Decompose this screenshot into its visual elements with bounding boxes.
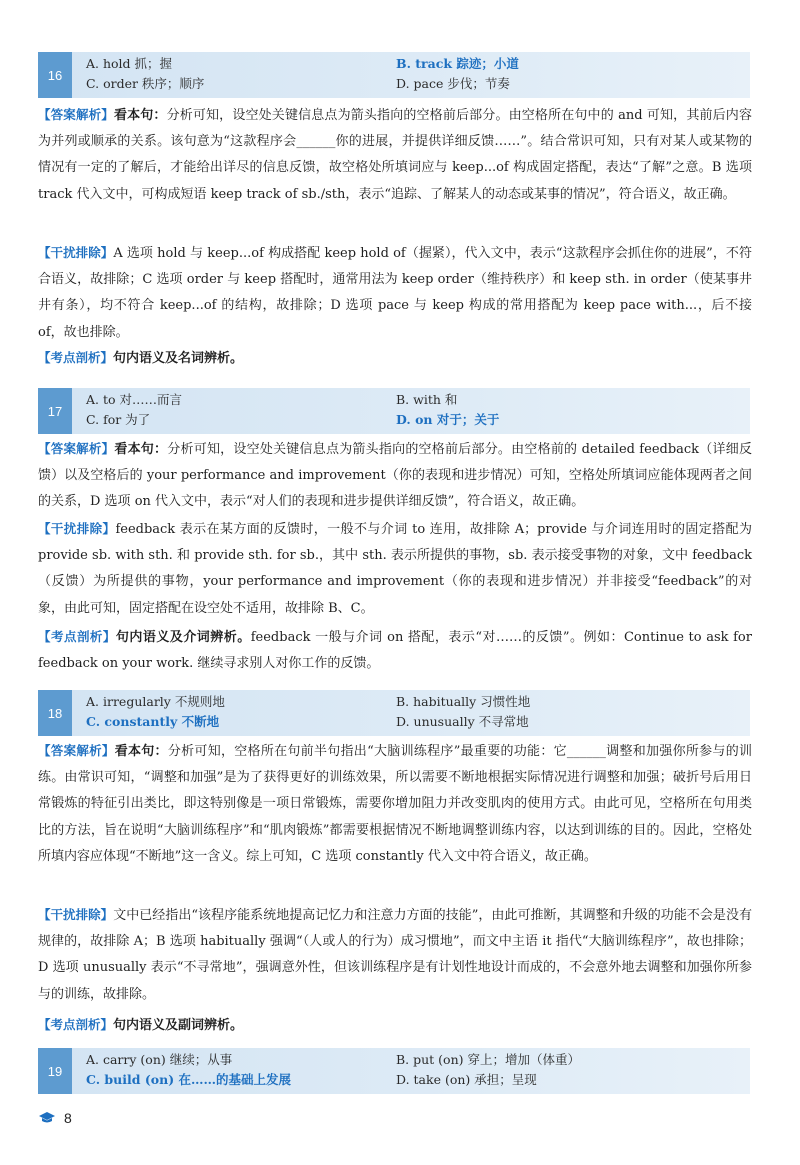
option-a: A. to 对……而言 — [86, 392, 182, 407]
distractor-tag: 【干扰排除】 — [38, 907, 114, 922]
option-a: A. carry (on) 继续；从事 — [86, 1052, 233, 1067]
option-c-correct: C. constantly 不断地 — [86, 714, 220, 729]
option-b-correct: B. track 踪迹；小道 — [396, 56, 519, 71]
distractor-tag: 【干扰排除】 — [38, 245, 114, 260]
answer-tag: 【答案解析】 — [38, 441, 115, 456]
question-number: 19 — [38, 1048, 72, 1094]
q16-test-point: 【考点剖析】句内语义及名词辨析。 — [38, 350, 244, 366]
option-a: A. hold 抓；握 — [86, 56, 173, 71]
q16-distractor-analysis: 【干扰排除】A 选项 hold 与 keep...of 构成搭配 keep hold of（握紧），代入文中，表示“这款程序会抓住你的进展”，不符合语义，故排除；C 选项 order 与 keep 搭配时，通常用法为 keep order（维持秩序）和 keep sth. in order（使某事井井有条），均不符合 keep...of 的结构，故排除；D 选项 pace 与 keep 构成的常用搭配为 keep pace with...，后不接 of，故也排除。 — [38, 245, 752, 340]
q18-answer-analysis: 【答案解析】看本句：分析可知，空格所在句前半句指出“大脑训练程序”最重要的功能：它______调整和加强你所参与的训练。由常识可知，“调整和加强”是为了获得更好的训练效果，所以需要不断地根据实际情况进行调整和加强；破折号后用日常锻炼的特征引出类比，即这特别像是一项日常锻炼，需要你增加阻力并改变肌肉的使用方式。由此可见，空格所在句用类比的方法，旨在说明“大脑训练程序”和“肌肉锻炼”都需要根据情况不断地调整训练内容，以达到训练的目的。因此，空格处所填内容应体现“不断地”这一含义。综上可知，C 选项 constantly 代入文中符合语义，故正确。 — [38, 743, 752, 864]
page-number: 8 — [64, 1110, 72, 1126]
option-b: B. with 和 — [396, 392, 458, 407]
option-d-correct: D. on 对于；关于 — [396, 412, 500, 427]
option-d: D. pace 步伐；节奏 — [396, 76, 510, 91]
question-number: 16 — [38, 52, 72, 98]
option-c-correct: C. build (on) 在……的基础上发展 — [86, 1072, 291, 1087]
option-b: B. habitually 习惯性地 — [396, 694, 531, 709]
point-tag: 【考点剖析】 — [38, 629, 116, 644]
option-b: B. put (on) 穿上；增加（体重） — [396, 1052, 580, 1067]
q16-answer-analysis: 【答案解析】看本句：分析可知，设空处关键信息点为箭头指向的空格前后部分。由空格所在句中的 and 可知，其前后内容为并列或顺承的关系。该句意为“这款程序会______你的进展，并提供详细反馈……”。结合常识可知，只有对某人或某物的情况有一定的了解后，才能给出详尽的信息反馈，故空格处所填词应与 keep...of 构成固定搭配，表达“了解”之意。B 选项 track 代入文中，可构成短语 keep track of sb./sth，表示“追踪、了解某人的动态或某事的情况”，符合语义，故正确。 — [38, 107, 752, 202]
question-number: 18 — [38, 690, 72, 736]
q17-answer-analysis: 【答案解析】看本句：分析可知，设空处关键信息点为箭头指向的空格前后部分。由空格前的 detailed feedback（详细反馈）以及空格后的 your performance and improvement（你的表现和进步情况）可知，空格处所填词应能体现两者之间的关系，D 选项 on 代入文中，表示“对人们的表现和进步提供详细反馈”，符合语义，故正确。 — [38, 441, 752, 510]
question-17-options-box — [38, 388, 750, 434]
q18-distractor-analysis: 【干扰排除】文中已经指出“该程序能系统地提高记忆力和注意力方面的技能”，由此可推断，其调整和升级的功能不会是没有规律的，故排除 A；B 选项 habitually 强调“（人或人的行为）成习惯地”，而文中主语 it 指代“大脑训练程序”，故也排除；D 选项 unusually 表示“不寻常地”，强调意外性，但该训练程序是有计划性地设计而成的，不会意外地去调整和加强你所参与的训练，故排除。 — [38, 907, 752, 1002]
graduation-cap-icon — [38, 1111, 56, 1125]
question-18-options-box — [38, 690, 750, 736]
option-c: C. order 秩序；顺序 — [86, 76, 205, 91]
q17-test-point: 【考点剖析】句内语义及介词辨析。feedback 一般与介词 on 搭配，表示“对……的反馈”。例如：Continue to ask for feedback on your work. 继续寻求别人对你工作的反馈。 — [38, 629, 752, 672]
q17-distractor-analysis: 【干扰排除】feedback 表示在某方面的反馈时，一般不与介词 to 连用，故排除 A；provide 与介词连用时的固定搭配为 provide sb. with sth. 和 provide sth. for sb.，其中 sth. 表示所提供的事物，sb. 表示接受事物的对象，文中 feedback（反馈）为所提供的事物，your performance and improvement（你的表现和进步情况）并非接受“feedback”的对象，由此可知，固定搭配在设空处不适用，故排除 B、C。 — [38, 521, 752, 616]
option-d: D. take (on) 承担；呈现 — [396, 1072, 537, 1087]
page-footer — [38, 1108, 72, 1128]
question-number: 17 — [38, 388, 72, 434]
option-c: C. for 为了 — [86, 412, 151, 427]
distractor-tag: 【干扰排除】 — [38, 521, 116, 536]
q18-test-point: 【考点剖析】句内语义及副词辨析。 — [38, 1017, 244, 1033]
option-d: D. unusually 不寻常地 — [396, 714, 529, 729]
point-tag: 【考点剖析】 — [38, 350, 114, 365]
question-16-options-box — [38, 52, 750, 98]
question-19-options-box — [38, 1048, 750, 1094]
answer-tag: 【答案解析】 — [38, 107, 114, 122]
option-a: A. irregularly 不规则地 — [86, 694, 225, 709]
point-tag: 【考点剖析】 — [38, 1017, 114, 1032]
answer-tag: 【答案解析】 — [38, 743, 115, 758]
